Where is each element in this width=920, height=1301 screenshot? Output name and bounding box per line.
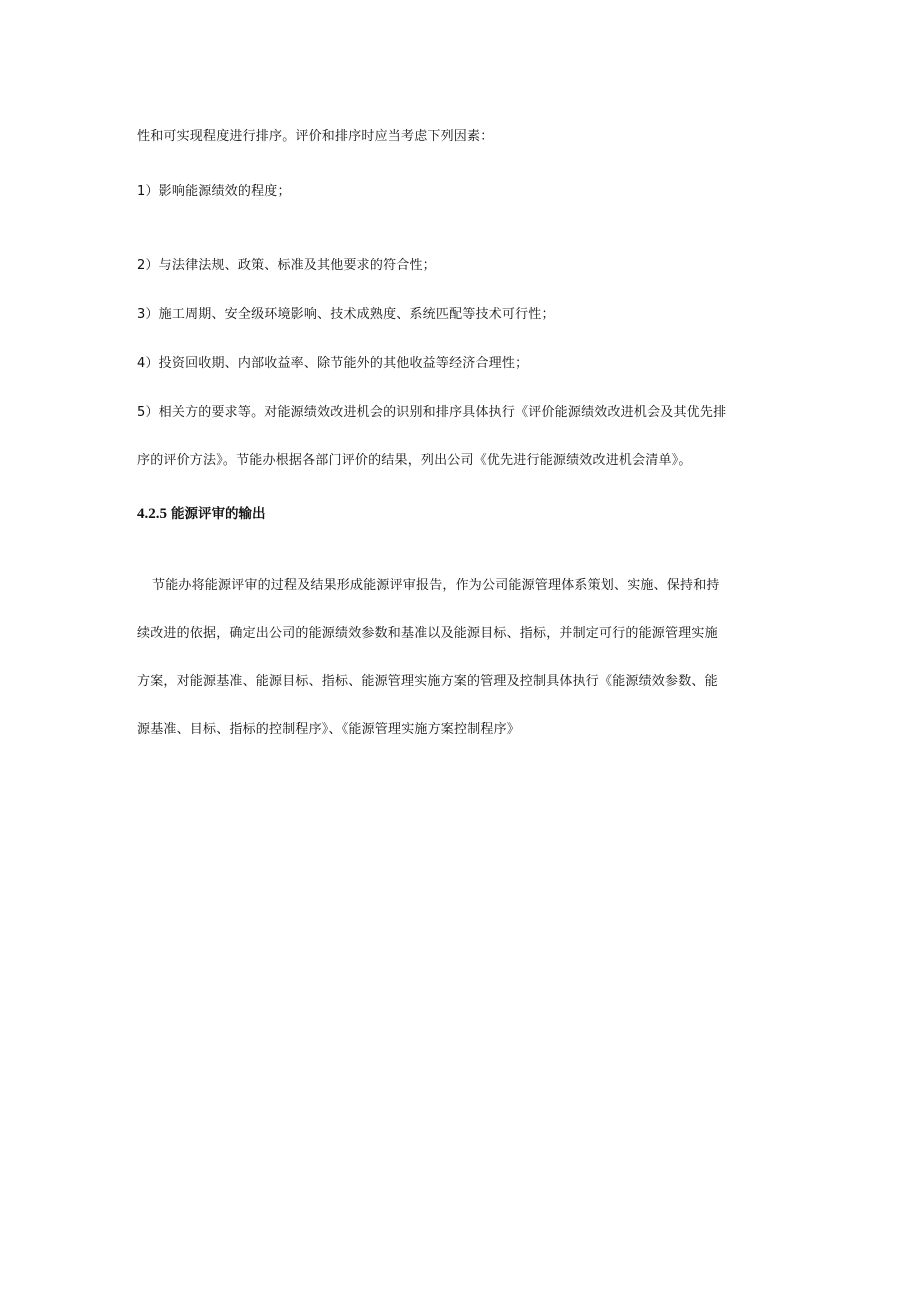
factor-item-5: 5）相关方的要求等。对能源绩效改进机会的识别和排序具体执行《评价能源绩效改进机会及其优先排 [137,405,727,420]
factor-item-5-continuation: 序的评价方法》。节能办根据各部门评价的结果，列出公司《优先进行能源绩效改进机会清单》。 [137,453,692,468]
intro-line: 性和可实现程度进行排序。评价和排序时应当考虑下列因素： [137,129,494,144]
paragraph-line-2: 续改进的依据，确定出公司的能源绩效参数和基准以及能源目标、指标，并制定可行的能源管理实施 [137,626,718,641]
factor-item-2: 2）与法律法规、政策、标准及其他要求的符合性； [137,258,436,273]
section-heading [137,505,266,523]
paragraph-line-4: 源基准、目标、指标的控制程序》、《能源管理实施方案控制程序》 [137,722,521,737]
paragraph-line-3: 方案，对能源基准、能源目标、指标、能源管理实施方案的管理及控制具体执行《能源绩效参数、能 [137,674,718,689]
factor-item-3: 3）施工周期、安全级环境影响、技术成熟度、系统匹配等技术可行性； [137,307,555,322]
factor-item-4: 4）投资回收期、内部收益率、除节能外的其他收益等经济合理性； [137,356,529,371]
paragraph-line-1: 节能办将能源评审的过程及结果形成能源评审报告，作为公司能源管理体系策划、实施、保持和持 [152,578,720,593]
section-title: 能源评审的输出 [171,506,266,522]
section-number: 4.2.5 [137,506,167,522]
factor-item-1: 1）影响能源绩效的程度； [137,184,291,199]
